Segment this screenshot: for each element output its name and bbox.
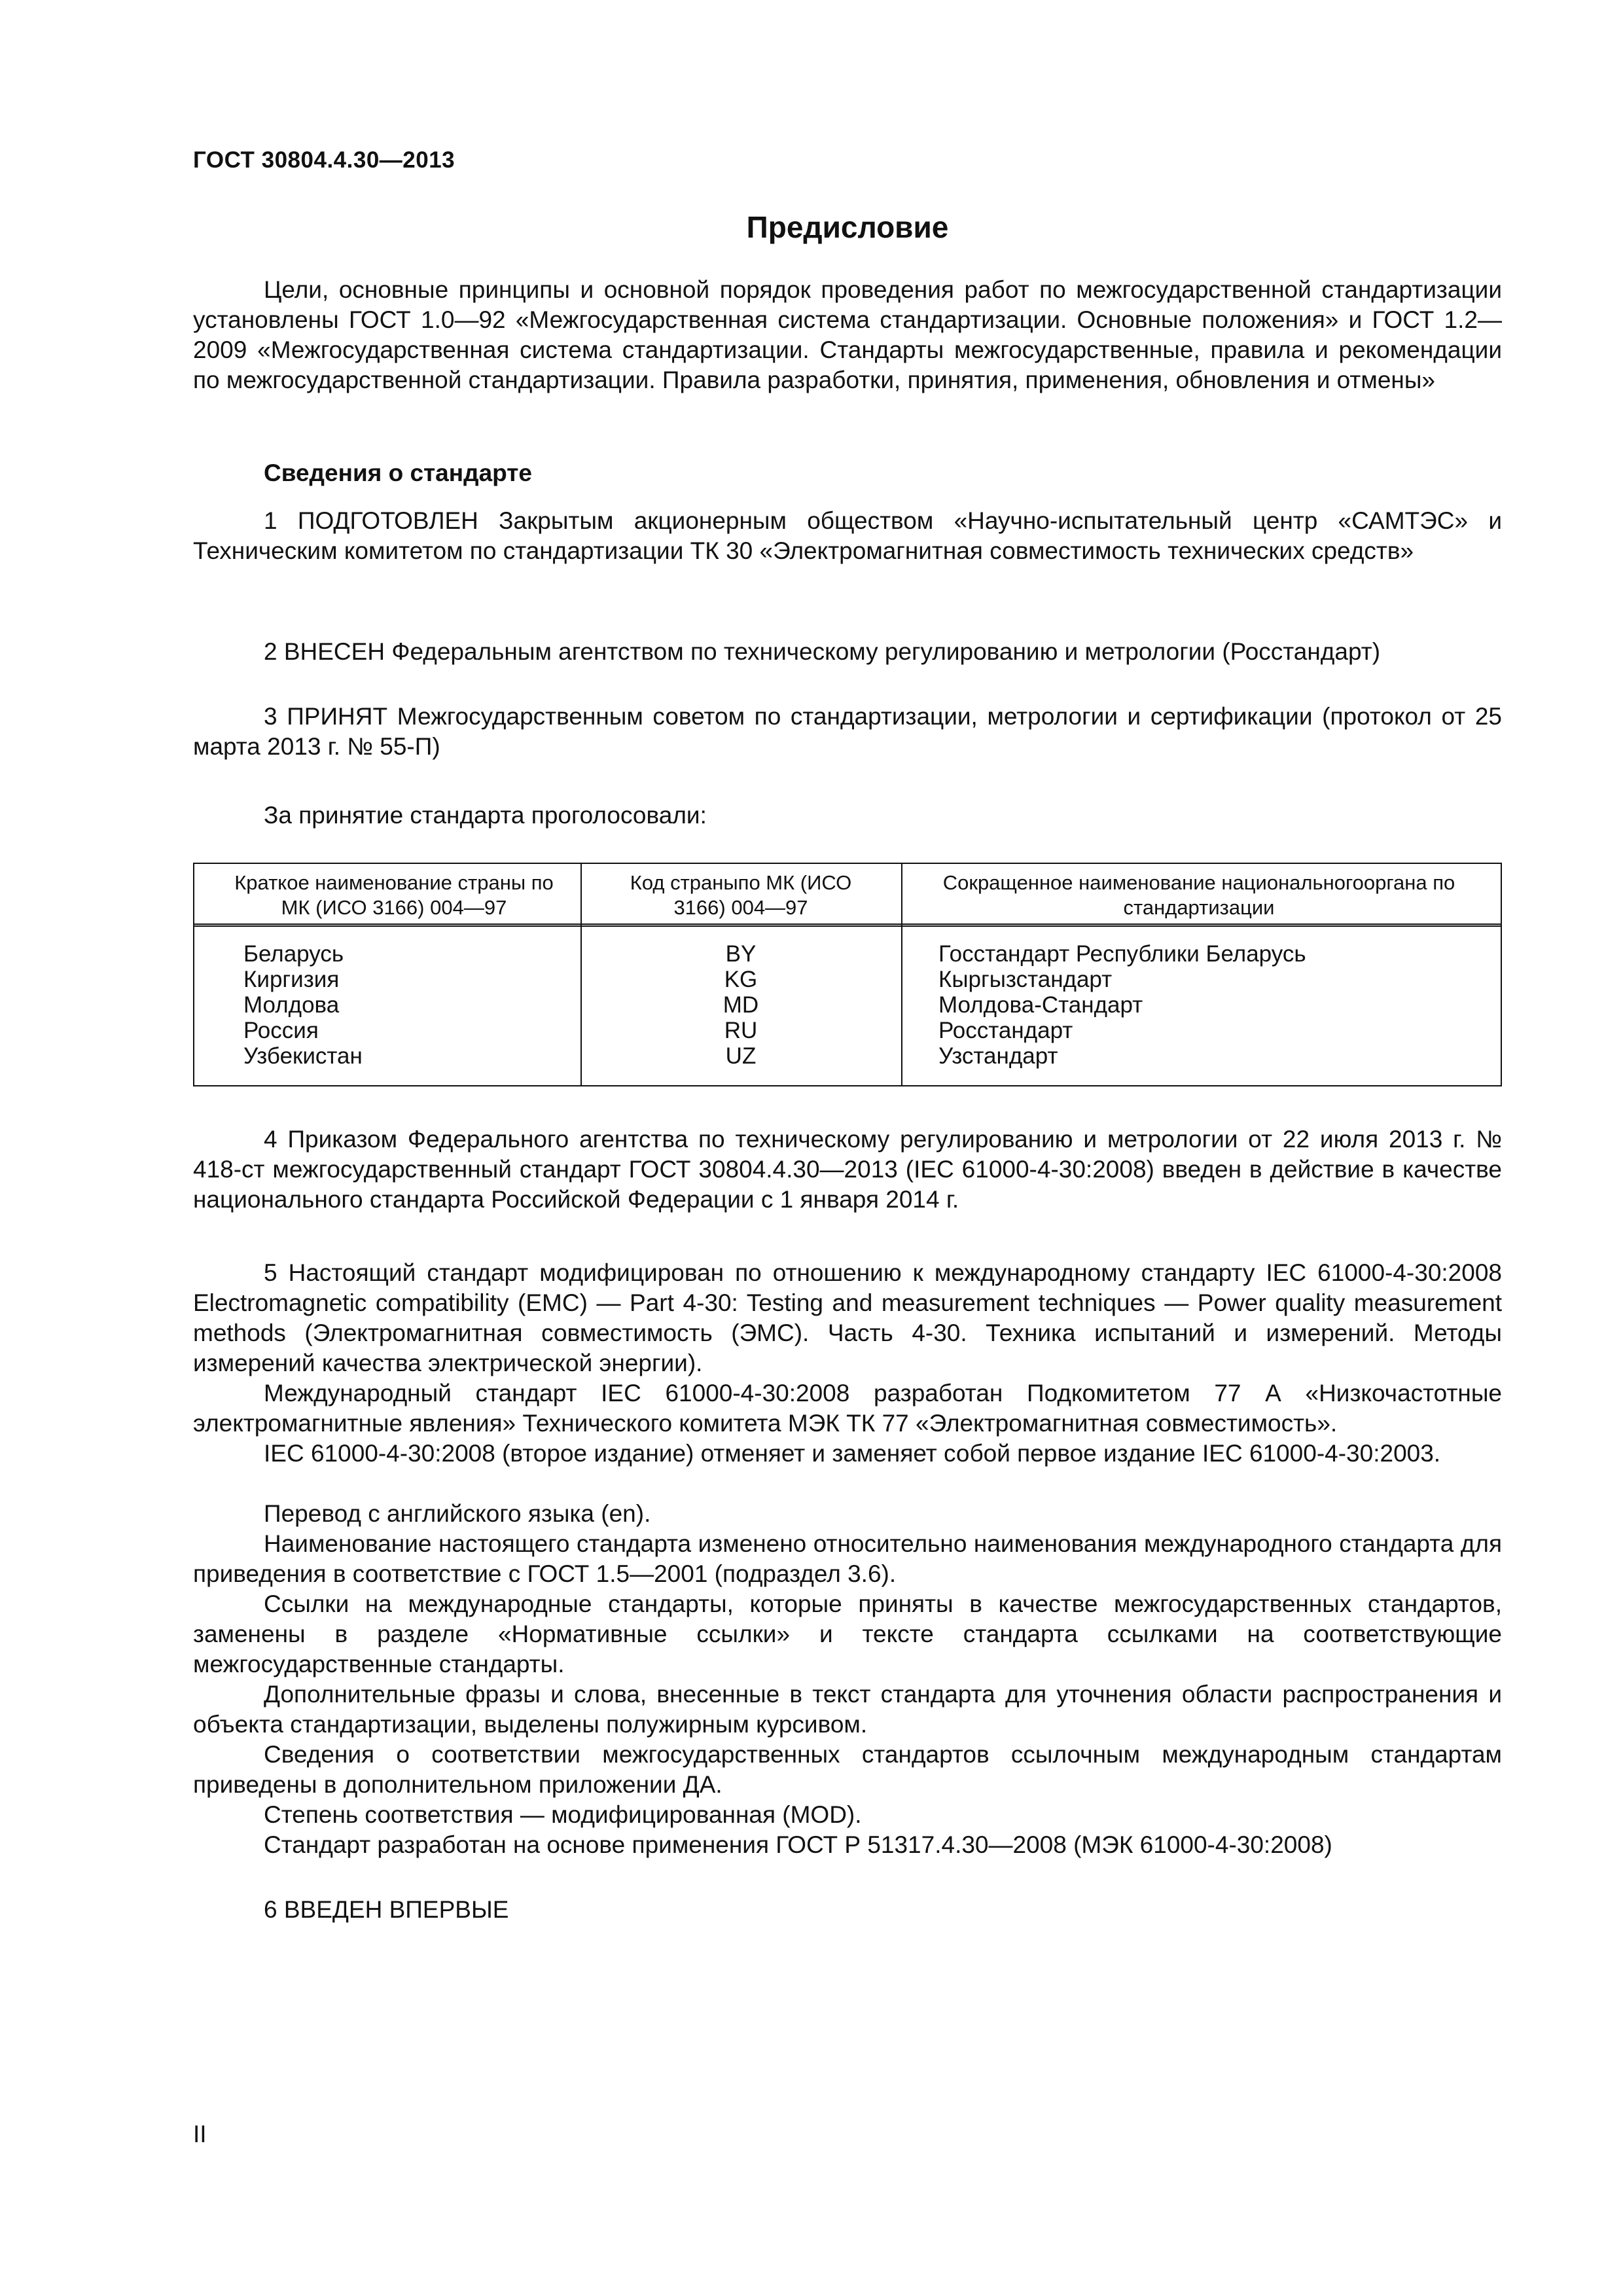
table-body	[194, 941, 1501, 1069]
item-5-paragraph: Наименование настоящего стандарта изменено относительно наименования международного стандарта для приведения в соответствие с ГОСТ 1.5—2001 (подраздел 3.6).	[193, 1530, 1502, 1587]
country-cell: Киргизия	[243, 967, 340, 992]
page-title: Предисловие	[746, 210, 949, 244]
page-number: II	[193, 2121, 207, 2147]
table-row	[194, 1043, 1501, 1069]
table-header	[194, 864, 1501, 927]
code-cell: BY	[725, 941, 757, 967]
item-5-paragraph: Международный стандарт IEC 61000-4-30:2008 разработан Подкомитетом 77 А «Низкочастотные электромагнитные явления» Технического комитета МЭК ТК 77 «Электромагнитная совместимость».	[193, 1380, 1502, 1437]
country-cell: Молдова	[243, 992, 340, 1018]
item-3-paragraph: 3 ПРИНЯТ Межгосударственным советом по стандартизации, метрологии и сертификации (протокол от 25 марта 2013 г. № 55-П)	[193, 703, 1502, 760]
item-5-paragraph: Стандарт разработан на основе применения ГОСТ Р 51317.4.30—2008 (МЭК 61000-4-30:2008)	[264, 1831, 1332, 1858]
item-5-paragraph: IEC 61000-4-30:2008 (второе издание) отменяет и заменяет собой первое издание IEC 61000-4-30:2003.	[264, 1440, 1441, 1467]
item-5-paragraph: Степень соответствия — модифицированная (MOD).	[264, 1801, 862, 1828]
header-body: Сокращенное наименование национальногооргана по стандартизации	[942, 871, 1455, 919]
body-cell: Росстандарт	[938, 1018, 1073, 1043]
item-1-paragraph: 1 ПОДГОТОВЛЕН Закрытым акционерным обществом «Научно-испытательный центр «САМТЭС» и Техническим комитетом по стандартизации ТК 30 «Электромагнитная совместимость технических средств»	[193, 507, 1502, 564]
body-cell: Молдова-Стандарт	[938, 992, 1143, 1018]
code-cell: RU	[724, 1018, 758, 1043]
item-5-paragraph: Перевод с английского языка (en).	[264, 1500, 651, 1527]
section-heading: Сведения о стандарте	[264, 459, 532, 486]
body-cell: Узстандарт	[938, 1043, 1058, 1069]
item-6-paragraph: 6 ВВЕДЕН ВПЕРВЫЕ	[264, 1896, 509, 1923]
code-cell: UZ	[725, 1043, 757, 1069]
country-cell: Беларусь	[243, 941, 344, 967]
item-5-paragraph: Дополнительные фразы и слова, внесенные в текст стандарта для уточнения области распространения и объекта стандартизации, выделены полужирным курсивом.	[193, 1681, 1502, 1738]
code-cell: KG	[724, 967, 758, 992]
document-header: ГОСТ 30804.4.30—2013	[193, 147, 455, 173]
header-country: Краткое наименование страны по МК (ИСО 3166) 004—97	[234, 871, 554, 919]
item-5-paragraph: 5 Настоящий стандарт модифицирован по отношению к международному стандарту IEC 61000-4-30:2008 Electromagnetic compatibility (EMC) — Part 4-30: Testing and measurement techniques — Power quality measurement methods (Электромагнитная совместимость (ЭМС). Часть 4-30. Техника испытаний и измерений. Методы измерений качества электрической энергии).	[193, 1259, 1502, 1376]
code-cell: MD	[722, 992, 759, 1018]
intro-paragraph: Цели, основные принципы и основной порядок проведения работ по межгосударственной стандартизации установлены ГОСТ 1.0—92 «Межгосударственная система стандартизации. Основные положения» и ГОСТ 1.2—2009 «Межгосударственная система стандартизации. Стандарты межгосударственные, правила и рекомендации по межгосударственной стандартизации. Правила разработки, принятия, применения, обновления и отмены»	[193, 276, 1502, 393]
country-cell: Узбекистан	[243, 1043, 363, 1069]
voting-table	[193, 863, 1502, 1086]
table-row	[194, 967, 1501, 992]
country-cell: Россия	[243, 1018, 319, 1043]
header-code: Код страныпо МК (ИСО 3166) 004—97	[630, 871, 852, 919]
document-page	[193, 0, 1502, 2296]
item-4-paragraph: 4 Приказом Федерального агентства по техническому регулированию и метрологии от 22 июля 2013 г. № 418-ст межгосударственный стандарт ГОСТ 30804.4.30—2013 (IEC 61000-4-30:2008) введен в действие в качестве национального стандарта Российской Федерации с 1 января 2014 г.	[193, 1126, 1502, 1213]
item-5-paragraph: Ссылки на международные стандарты, которые приняты в качестве межгосударственных стандартов, заменены в разделе «Нормативные ссылки» и тексте стандарта ссылками на соответствующие межгосударственные стандарты.	[193, 1590, 1502, 1677]
body-cell: Кыргызстандарт	[938, 967, 1113, 992]
table-row	[194, 992, 1501, 1018]
table-row	[194, 941, 1501, 967]
vote-intro: За принятие стандарта проголосовали:	[264, 802, 707, 829]
table-row	[194, 1018, 1501, 1043]
body-cell: Госстандарт Республики Беларусь	[938, 941, 1306, 967]
item-2-paragraph: 2 ВНЕСЕН Федеральным агентством по техническому регулированию и метрологии (Росстандарт)	[264, 638, 1381, 665]
item-5-paragraph: Сведения о соответствии межгосударственных стандартов ссылочным международным стандартам приведены в дополнительном приложении ДА.	[193, 1741, 1502, 1798]
